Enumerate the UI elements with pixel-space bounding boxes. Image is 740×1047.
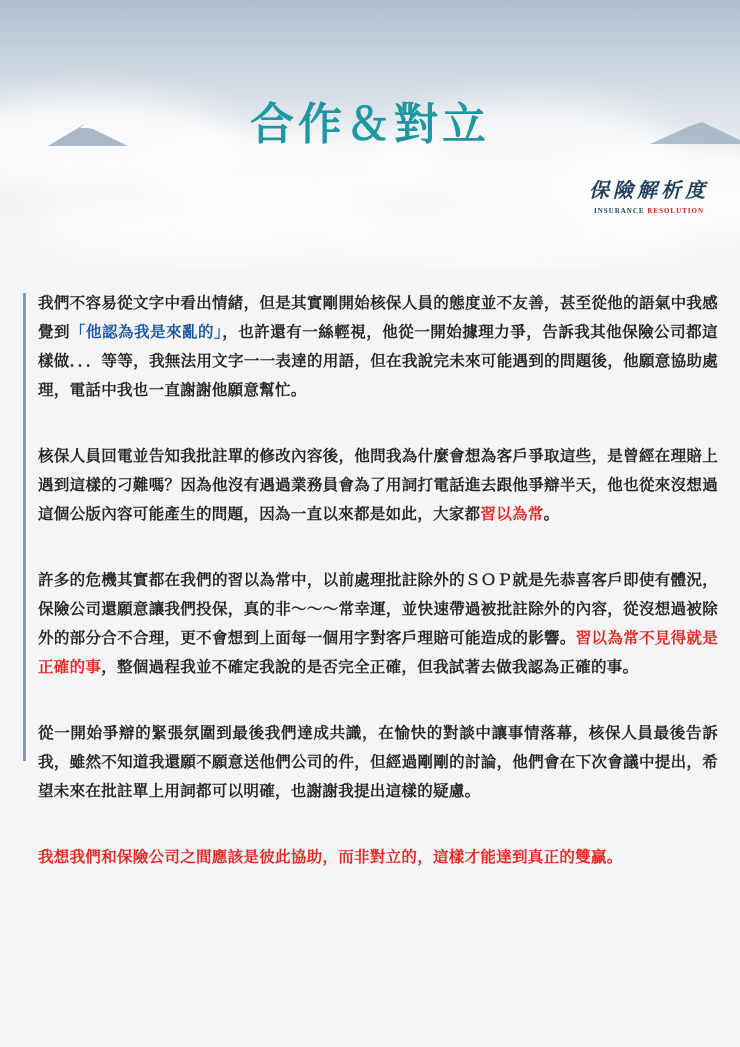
article-body	[38, 289, 718, 909]
header-banner	[0, 0, 740, 268]
highlight-quote: 「他認為我是來亂的」	[70, 323, 223, 341]
logo-chinese-text: 保險解析度	[589, 178, 709, 202]
paragraph-1: 我們不容易從文字中看出情緒，但是其實剛開始核保人員的態度並不友善，甚至從他的語氣中我感覺到「他認為我是來亂的」，也許還有一絲輕視，他從一開始據理力爭，告訴我其他保險公司都這樣做．．．等等，我無法用文字一一表達的用語，但在我說完未來可能遇到的問題後，他願意協助處理，電話中我也一直謝謝他願意幫忙。	[38, 294, 718, 399]
paragraph-4: 從一開始爭辯的緊張氛圍到最後我們達成共識，在愉快的對談中讓事情落幕，核保人員最後告訴我，雖然不知道我還願不願意送他們公司的件，但經過剛剛的討論，他們會在下次會議中提出，希望未來在批註單上用詞都可以明確，也謝謝我提出這樣的疑慮。	[38, 724, 718, 800]
brand-logo	[584, 180, 714, 215]
paragraph-2: 核保人員回電並告知我批註單的修改內容後，他問我為什麼會想為客戶爭取這些，是曾經在理賠上遇到這樣的刁難嗎？因為他沒有遇過業務員會為了用詞打電話進去跟他爭辯半天，他也從來沒想過這個公版內容可能產生的問題，因為一直以來都是如此，大家都習以為常。	[38, 447, 718, 523]
conclusion-paragraph: 我想我們和保險公司之間應該是彼此協助，而非對立的，這樣才能達到真正的雙贏。	[38, 848, 623, 866]
logo-english-text: INSURANCE RESOLUTION	[593, 207, 705, 215]
page-title: 合作＆對立	[250, 99, 490, 150]
paragraph-3: 許多的危機其實都在我們的習以為常中，以前處理批註除外的ＳＯＰ就是先恭喜客戶即使有體況，保險公司還願意讓我們投保，真的非～～～常幸運，並快速帶過被批註除外的內容，從沒想過被除外的部分合不合理，更不會想到上面每一個用字對客戶理賠可能造成的影響。習以為常不見得就是正確的事，整個過程我並不確定我說的是否完全正確，但我試著去做我認為正確的事。	[38, 571, 719, 676]
accent-bar	[23, 293, 26, 761]
highlight-phrase: 習以為常不見得就是正確的事	[38, 629, 719, 676]
highlight-phrase: 習以為常	[480, 505, 544, 523]
